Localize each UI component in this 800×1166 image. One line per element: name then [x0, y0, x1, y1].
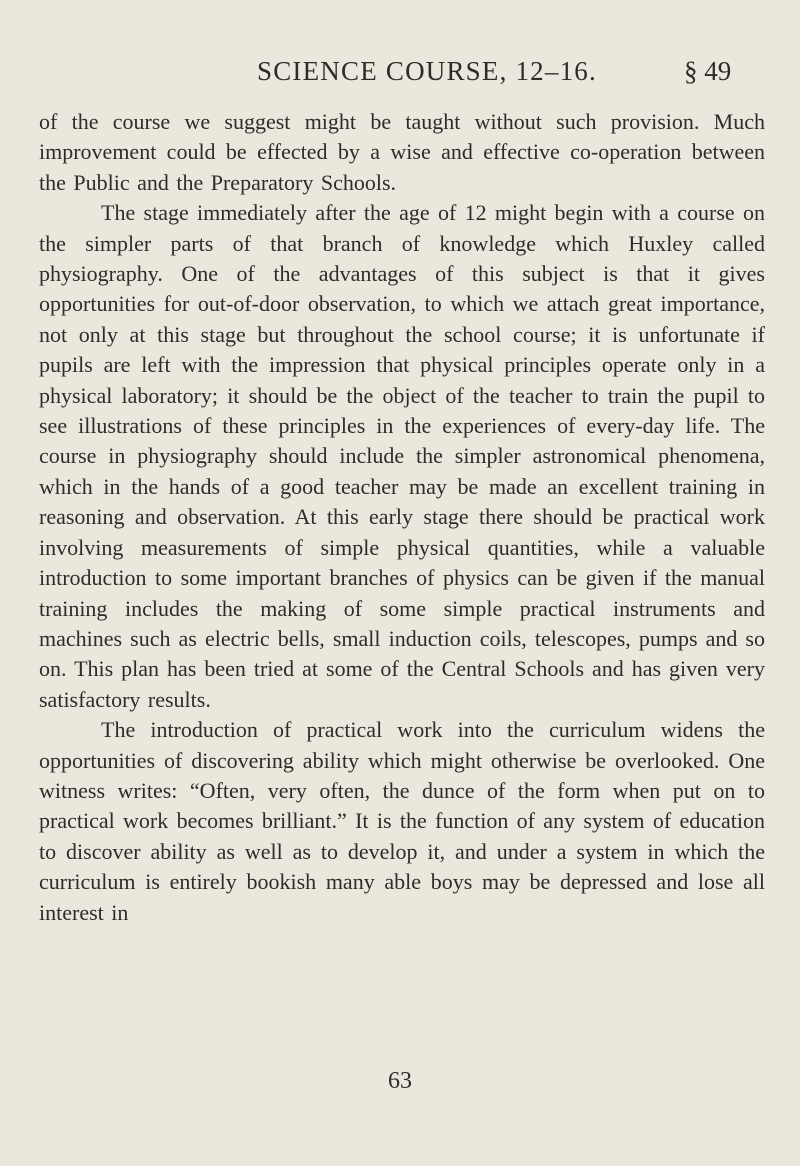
running-title: SCIENCE COURSE, 12–16. [257, 56, 597, 86]
paragraph-physiography: The stage immediately after the age of 12 might begin with a course on the simpler parts of that branch of knowledge which Huxley called physiography. One of the advantages of this subject is that it gives opportunities for out-of-door observation, to which we attach great importance, not only at this stage but throughout the school course; it is unfortunate if pupils are left with the impression that physical principles operate only in a physical laboratory; it should be the object of the teacher to train the pupil to see illustrations of these principles in the experiences of every-day life. The course in physiography should include the simpler astronomical phenomena, which in the hands of a good teacher may be made an excellent training in reasoning and observation. At this early stage there should be practical work involving measurements of simple physical quantities, while a valuable introduction to some important branches of physics can be given if the manual training includes the making of some simple practical instruments and machines such as electric bells, small induction coils, telescopes, pumps and so on. This plan has been tried at some of the Central Schools and has given very satisfactory results. [39, 200, 765, 712]
page-number: 63 [388, 1068, 412, 1094]
paragraph-continued: of the course we suggest might be taught without such provision. Much improvement could be effected by a wise and effective co-operation between the Public and the Preparatory Schools. [39, 109, 765, 195]
paragraph-practical-work: The introduction of practical work into the curriculum widens the opportunities of discovering ability which might otherwise be overlooked. One witness writes: “Often, very often, the dunce of the form when put on to practical work becomes brilliant.” It is the function of any system of education to discover ability as well as to develop it, and under a system in which the curriculum is entirely bookish many able boys may be depressed and lose all interest in [39, 717, 765, 925]
section-number: § 49 [684, 56, 732, 86]
running-head [0, 52, 800, 92]
body-text [39, 107, 765, 928]
